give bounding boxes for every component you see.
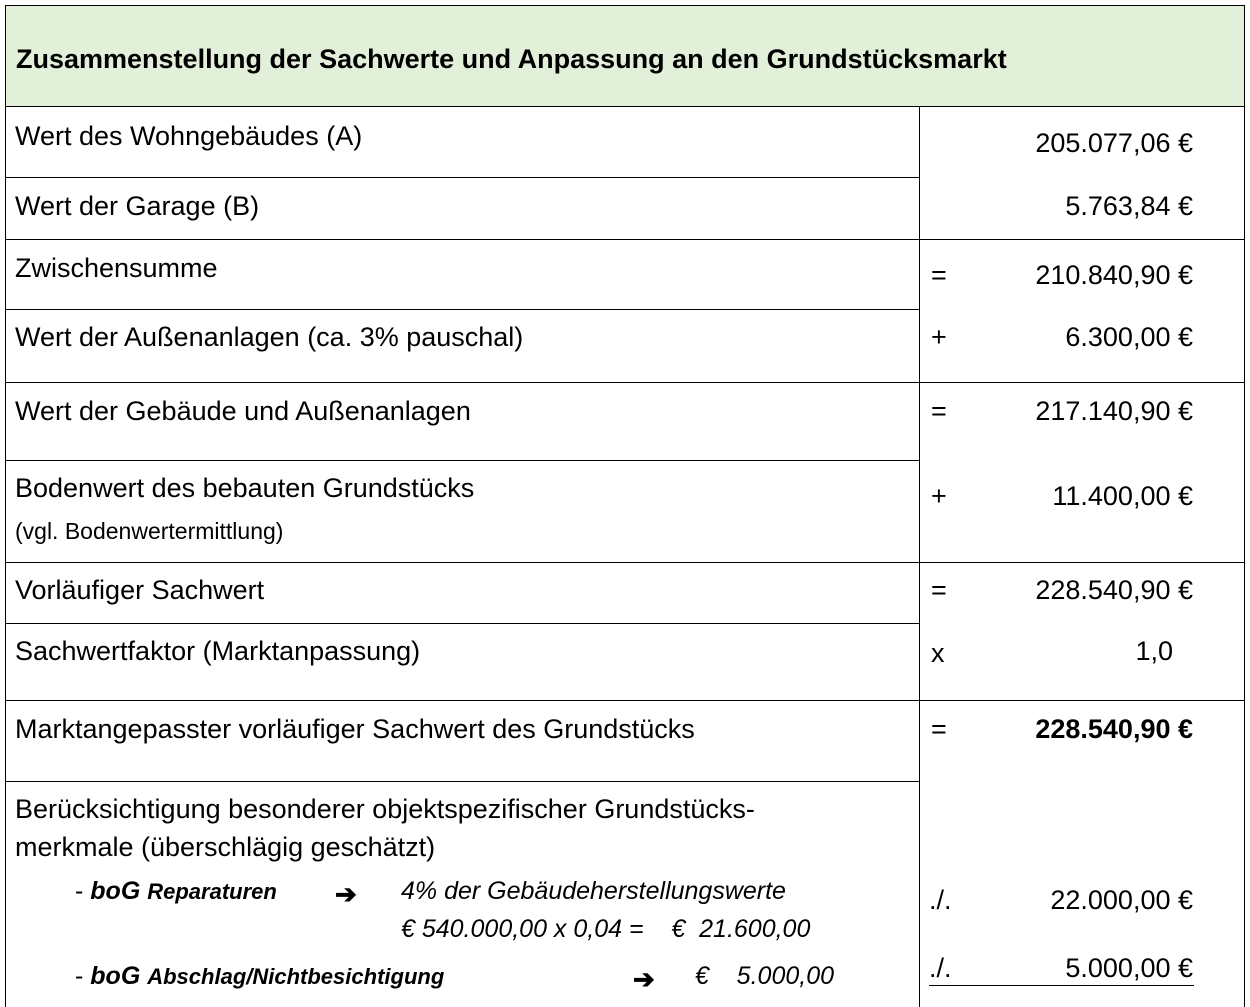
row-label-marktangepasst: Marktangepasster vorläufiger Sachwert des Grundstücks <box>15 714 695 744</box>
left-border <box>5 107 6 1007</box>
row-label-garage: Wert der Garage (B) <box>15 191 260 221</box>
row-divider <box>5 623 920 624</box>
row-divider <box>5 382 1245 383</box>
bog-item-abschlag <box>75 962 444 991</box>
row-divider <box>5 309 920 310</box>
arrow-right-icon: ➔ <box>633 964 655 994</box>
bog-item-operator: ./. <box>929 885 952 915</box>
row-operator-bodenwert: + <box>931 481 947 511</box>
row-operator-gebaeude-aussen: = <box>931 396 947 426</box>
bog-item-reparaturen <box>75 877 277 906</box>
table-header <box>5 5 1245 107</box>
bog-item-value: 5.000,00 € <box>1065 953 1193 983</box>
row-sublabel-bodenwert: (vgl. Bodenwertermittlung) <box>15 518 284 544</box>
bog-item-name: boG <box>90 962 141 990</box>
table-title: Zusammenstellung der Sachwerte und Anpassung an den Grundstücksmarkt <box>16 44 1007 74</box>
bog-item-desc: 4% der Gebäudeherstellungswerte <box>401 877 786 905</box>
row-value-zwischensumme: 210.840,90 € <box>1035 260 1193 290</box>
bog-item-calc: € 540.000,00 x 0,04 = € 21.600,00 <box>401 915 811 943</box>
bog-item-prefix: - <box>75 962 91 990</box>
row-operator-vorlaeufig: = <box>931 575 947 605</box>
row-value-wohngebaeude: 205.077,06 € <box>1035 128 1193 158</box>
row-divider <box>5 460 920 461</box>
bog-label-line1: Berücksichtigung besonderer objektspezifischer Grundstücks- <box>15 794 755 824</box>
row-operator-zwischensumme: = <box>931 260 947 290</box>
row-label-bodenwert: Bodenwert des bebauten Grundstücks <box>15 473 475 503</box>
row-value-gebaeude-aussen: 217.140,90 € <box>1035 396 1193 426</box>
arrow-right-icon: ➔ <box>335 879 357 909</box>
valuation-table <box>5 5 1245 1005</box>
bog-label-line2: merkmale (überschlägig geschätzt) <box>15 832 436 862</box>
row-label-aussenanlagen: Wert der Außenanlagen (ca. 3% pauschal) <box>15 322 524 352</box>
row-operator-aussenanlagen: + <box>931 322 947 352</box>
row-value-bodenwert: 11.400,00 € <box>1052 481 1193 511</box>
row-divider <box>5 177 920 178</box>
row-divider <box>5 700 1245 701</box>
row-label-gebaeude-aussen: Wert der Gebäude und Außenanlagen <box>15 396 471 426</box>
row-operator-faktor: x <box>931 638 945 668</box>
row-value-garage: 5.763,84 € <box>1065 191 1193 221</box>
bog-item-prefix: - <box>75 877 91 905</box>
column-divider <box>919 107 920 1007</box>
bog-item-subname: Reparaturen <box>147 879 277 904</box>
bog-item-operator: ./. <box>929 953 952 983</box>
row-divider <box>5 781 920 782</box>
bog-item-desc: € 5.000,00 <box>695 962 835 990</box>
row-value-aussenanlagen: 6.300,00 € <box>1065 322 1193 352</box>
row-label-zwischensumme: Zwischensumme <box>15 253 218 283</box>
right-border <box>1244 107 1245 1007</box>
row-value-vorlaeufig: 228.540,90 € <box>1035 575 1193 605</box>
row-label-vorlaeufig: Vorläufiger Sachwert <box>15 575 265 605</box>
row-divider <box>5 562 1245 563</box>
bog-item-subname: Abschlag/Nichtbesichtigung <box>147 964 445 989</box>
row-value-marktangepasst: 228.540,90 € <box>1035 714 1193 744</box>
row-label-faktor: Sachwertfaktor (Marktanpassung) <box>15 636 421 666</box>
row-operator-marktangepasst: = <box>931 714 947 744</box>
row-label-wohngebaeude: Wert des Wohngebäudes (A) <box>15 121 363 151</box>
sum-underline <box>929 985 1194 986</box>
bog-item-name: boG <box>90 877 141 905</box>
row-divider <box>5 239 1245 240</box>
row-value-faktor: 1,0 <box>1135 636 1173 666</box>
bog-item-value: 22.000,00 € <box>1050 885 1193 915</box>
